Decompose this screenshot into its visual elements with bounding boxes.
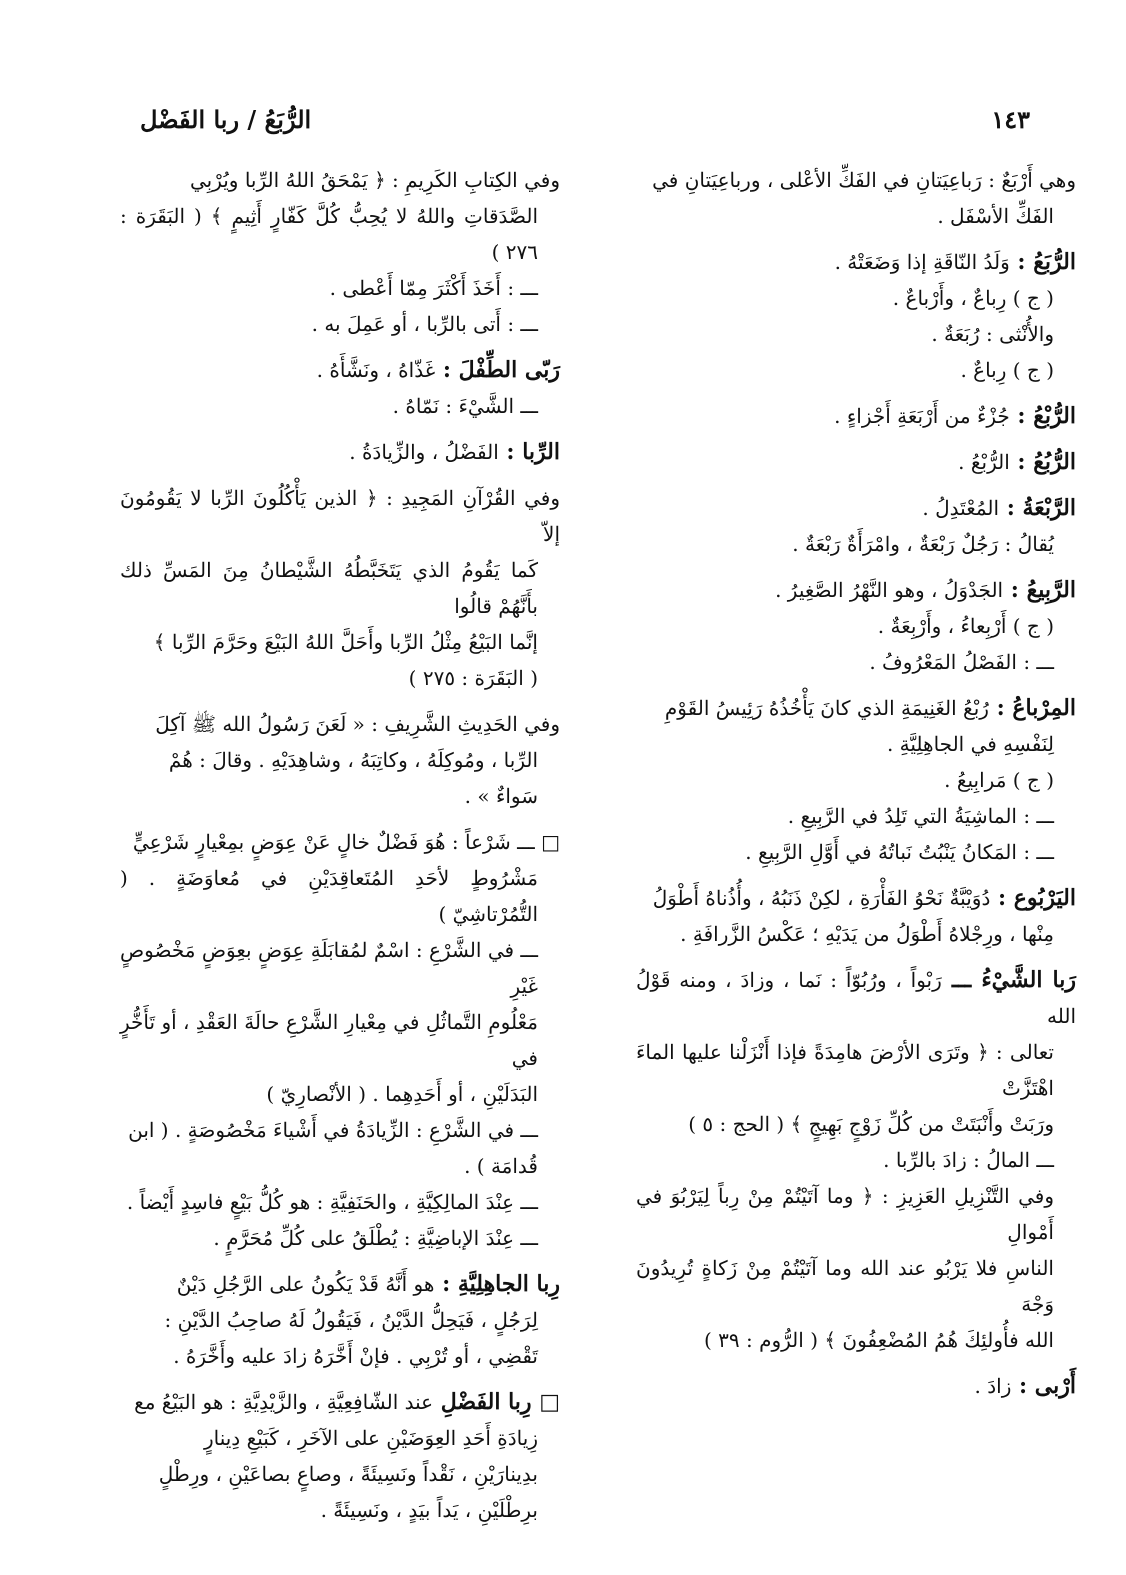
dictionary-entry — [636, 398, 1076, 434]
headword: رِبا الجاهِلِيَّةِ : — [434, 1271, 560, 1297]
entry-line: ( ج ) رِباعٌ ، وأَرْباعٌ . — [892, 286, 1054, 310]
entry-line: مَشْرُوطٍ لأحَدِ المُتَعاقِدَيْنِ في مُعاوَضَةٍ . ( التُّمُرْتاشِيّ ) — [120, 866, 538, 926]
dictionary-entry — [636, 444, 1076, 480]
entry-line: والأُنْثى : رُبَعَةٌ . — [931, 322, 1054, 346]
dictionary-entry — [120, 434, 560, 470]
dictionary-entry — [120, 480, 560, 696]
entry-line: البَدَلَيْنِ ، أو أَحَدِهِما . ( الأنْصارِيّ ) — [266, 1082, 538, 1106]
headword: الرَّبِيعُ : — [1003, 577, 1076, 603]
entry-line: الرُّبَعُ : وَلَدُ النّاقَةِ إذا وَضَعَتْهُ . — [834, 249, 1076, 275]
entry-line: وفي التَّنْزِيلِ العَزِيزِ : ﴿ وما آتَيْتُمْ مِنْ رِباً لِيَرْبُوَ في أَمْوالِ — [636, 1184, 1054, 1244]
headword: □ رِبا الفَضْلِ — [433, 1389, 560, 1415]
entry-line: وفي الحَدِيثِ الشَّرِيفِ : « لَعَنَ رَسُولُ الله ﷺ آكِلَ — [155, 712, 560, 736]
headword: رَبا الشَّيْءُ ـــ — [941, 967, 1077, 993]
entry-line: مَعْلُومِ التَّماثُلِ في مِعْيارِ الشَّرْعِ حالَةَ العَقْدِ ، أو تَأَخُّرٍ في — [120, 1010, 538, 1070]
left-column — [120, 162, 560, 1538]
running-head: الرُّبَعُ / ربا الفَضْل — [140, 105, 312, 134]
entry-line: كَما يَقُومُ الذي يَتَخَبَّطُهُ الشَّيْطانُ مِنَ المَسِّ ذلك بأَنَّهُمْ قالُوا — [120, 558, 538, 618]
entry-line: تَقْضِي ، أو تُرْبِي . فإنْ أَخَّرَهُ زادَ عليه وأَخَّرَهُ . — [173, 1344, 538, 1368]
dictionary-entry — [636, 572, 1076, 680]
dictionary-entry — [636, 244, 1076, 388]
entry-line: ـــ : الفَصْلُ المَعْرُوفُ . — [869, 650, 1054, 674]
entry-line: ـــ : أَخَذَ أَكْثَرَ مِمّا أَعْطى . — [329, 276, 538, 300]
headword: رَبّى الطِّفْلَ : — [435, 357, 560, 383]
dictionary-entry — [636, 690, 1076, 870]
entry-line: الله فأُولئِكَ هُمُ المُضْعِفُونَ ﴾ ( الرُّوم : ٣٩ ) — [704, 1328, 1054, 1352]
entry-line: الرِّبا : الفَضْلُ ، والزِّيادَةُ . — [349, 439, 560, 465]
dictionary-entry — [120, 1384, 560, 1528]
entry-line: الرَّبْعَةُ : المُعْتَدِلُ . — [922, 495, 1076, 521]
entry-line: الرُّبْعُ : جُزْءٌ من أَرْبَعَةِ أَجْزاءٍ . — [834, 403, 1076, 429]
entry-line: ـــ عِنْدَ الإباضِيَّةِ : يُطْلَقُ على كُلِّ مُحَرَّمٍ . — [213, 1226, 538, 1250]
entry-line: لِرَجُلٍ ، فَيَحِلُّ الدَّيْنُ ، فَيَقُولُ لَهُ صاحِبُ الدَّيْنِ : — [164, 1308, 538, 1332]
entry-line: سَواءٌ » . — [464, 784, 538, 808]
entry-line: ـــ في الشَّرْعِ : اسْمٌ لمُقابَلَةِ عِوَضٍ بعِوَضٍ مَخْصُوصٍ غَيْرِ — [120, 938, 538, 998]
entry-line: بدِينارَيْنِ ، نَقْداً ونَسِيئَةً ، وصاعٍ بصاعَيْنِ ، ورِطْلٍ — [158, 1462, 538, 1486]
entry-line: لِنَفْسِهِ في الجاهِلِيَّةِ . — [886, 732, 1054, 756]
entry-line: ورَبَتْ وأَنْبَتَتْ من كُلِّ زَوْجٍ بَهِيجٍ ﴾ ( الحج : ٥ ) — [688, 1112, 1054, 1136]
dictionary-entry — [636, 162, 1076, 234]
entry-line: رَبا الشَّيْءُ ـــ رَبْواً ، ورُبُوّاً : نَما ، وزادَ ، ومنه قَوْلُ الله — [636, 967, 1077, 1028]
entry-line: ( البَقَرَة : ٢٧٥ ) — [408, 666, 538, 690]
entry-line: ( ج ) أَرْبِعاءُ ، وأَرْبِعَةٌ . — [877, 614, 1054, 638]
entry-line: ـــ عِنْدَ المالِكِيَّةِ ، والحَنَفِيَّةِ : هو كُلُّ بَيْعٍ فاسِدٍ أَيْضاً . — [126, 1190, 538, 1214]
entry-line: □ ـــ شَرْعاً : هُوَ فَضْلٌ خالٍ عَنْ عِوَضٍ بمِعْيارٍ شَرْعِيٍّ — [132, 830, 560, 854]
dictionary-entry — [120, 824, 560, 1256]
entry-line: الرَّبِيعُ : الجَدْوَلُ ، وهو النَّهْرُ الصَّغِيرُ . — [775, 577, 1076, 603]
entry-line: ( ج ) مَرابِيعُ . — [944, 768, 1054, 792]
entry-line: ـــ : أَتى بالرِّبا ، أو عَمِلَ به . — [311, 312, 538, 336]
page-number: ١٤٣ — [991, 105, 1030, 134]
entry-line: زِيادَةِ أَحَدِ العِوَضَيْنِ على الآخَرِ ، كَبَيْعِ دِينارٍ — [203, 1426, 538, 1450]
right-column — [636, 162, 1076, 1414]
entry-line: قُدامَة ) . — [464, 1154, 538, 1178]
headword: الرَّبْعَةُ : — [999, 495, 1076, 521]
entry-line: يُقالُ : رَجُلٌ رَبْعَةٌ ، وامْرَأَةٌ رَبْعَةٌ . — [792, 532, 1054, 556]
dictionary-entry — [120, 706, 560, 814]
entry-line: رَبّى الطِّفْلَ : غَذّاهُ ، ونَشَّأَهُ . — [316, 357, 560, 383]
entry-line: المِرْباعُ : رُبْعُ الغَنِيمَةِ الذي كانَ يَأْخُذُهُ رَئِيسُ القَوْمِ — [664, 695, 1076, 721]
entry-line: ـــ الشَّيْءَ : نَمّاهُ . — [392, 394, 538, 418]
entry-line: مِنْها ، ورِجْلاهُ أَطْوَلُ من يَدَيْهِ ؛ عَكْسُ الزَّرافَةِ . — [680, 922, 1054, 946]
headword: الرُّبْعُ : — [1009, 403, 1076, 429]
entry-line: ـــ : المَكانُ يَنْبُتُ نَباتُهُ في أَوَّلِ الرَّبِيعِ . — [745, 840, 1054, 864]
headword: أَرْبى : — [1011, 1373, 1076, 1399]
entry-line: ( ج ) رِباعٌ . — [960, 358, 1054, 382]
entry-line: وهي أَرْبَعٌ : رَباعِيَتانِ في الفَكِّ الأعْلى ، ورباعِيَتانِ في — [652, 168, 1076, 192]
dictionary-entry — [636, 880, 1076, 952]
entry-line: اليَرْبُوع : دُوَيْبَّةٌ نَحْوُ الفَأْرَةِ ، لكِنْ ذَنَبُهُ ، وأُذُناهُ أَطْوَلُ — [652, 885, 1076, 911]
entry-line: رِبا الجاهِلِيَّةِ : هو أَنَّهُ قَدْ يَكُونُ على الرَّجُلِ دَيْنٌ — [176, 1271, 560, 1297]
headword: اليَرْبُوع : — [990, 885, 1076, 911]
entry-line: إنَّما البَيْعُ مِثْلُ الرِّبا وأَحَلَّ اللهُ البَيْعَ وحَرَّمَ الرِّبا ﴾ — [153, 630, 538, 654]
entry-line: برِطْلَيْنِ ، يَداً بيَدٍ ، ونَسِيئَةً . — [320, 1498, 538, 1522]
page-header — [110, 105, 1030, 145]
dictionary-entry — [120, 352, 560, 424]
entry-line: ـــ : الماشِيَةُ التي تَلِدُ في الرَّبِيعِ . — [787, 804, 1054, 828]
entry-line: الناسِ فلا يَرْبُو عند الله وما آتَيْتُمْ مِنْ زَكاةٍ تُرِيدُونَ وَجْهَ — [636, 1256, 1054, 1316]
headword: المِرْباعُ : — [988, 695, 1076, 721]
entry-line: الرُّبُعُ : الرُّبْعُ . — [958, 449, 1076, 475]
entry-line: الرِّبا ، ومُوكِلَهُ ، وكاتِبَهُ ، وشاهِدَيْهِ . وقالَ : هُمْ — [168, 748, 538, 772]
dictionary-entry — [636, 1368, 1076, 1404]
entry-line: وفي الكِتابِ الكَرِيمِ : ﴿ يَمْحَقُ اللهُ الرِّبا ويُرْبِي — [189, 168, 560, 192]
entry-line: ـــ المالُ : زادَ بالرِّبا . — [883, 1148, 1054, 1172]
entry-line: وفي القُرْآنِ المَجِيدِ : ﴿ الذين يَأْكُلُونَ الرِّبا لا يَقُومُونَ إلاّ — [120, 486, 560, 546]
dictionary-entry — [636, 962, 1076, 1358]
entry-line: الفَكِّ الأسْفَل . — [937, 204, 1054, 228]
headword: الرِّبا : — [498, 439, 560, 465]
headword: الرُّبُعُ : — [1009, 449, 1076, 475]
dictionary-entry — [636, 490, 1076, 562]
entry-line: أَرْبى : زادَ . — [974, 1373, 1076, 1399]
entry-line: □ رِبا الفَضْلِ عند الشّافِعِيَّةِ ، والزَّيْدِيَّةِ : هو البَيْعُ مع — [134, 1389, 560, 1415]
entry-line: الصَّدَقاتِ واللهُ لا يُحِبُّ كُلَّ كَفّارٍ أَثِيمٍ ﴾ ( البَقَرَة : ٢٧٦ ) — [120, 204, 538, 264]
headword: الرُّبَعُ : — [1009, 249, 1076, 275]
dictionary-entry — [120, 1266, 560, 1374]
dictionary-entry — [120, 162, 560, 342]
entry-line: تعالى : ﴿ وتَرَى الأرْضَ هامِدَةً فإذا أَنْزَلْنا عليها الماءَ اهْتَزَّتْ — [636, 1040, 1054, 1100]
entry-line: ـــ في الشَّرْعِ : الزِّيادَةُ في أَشْياءَ مَخْصُوصَةٍ . ( ابن — [128, 1118, 538, 1142]
